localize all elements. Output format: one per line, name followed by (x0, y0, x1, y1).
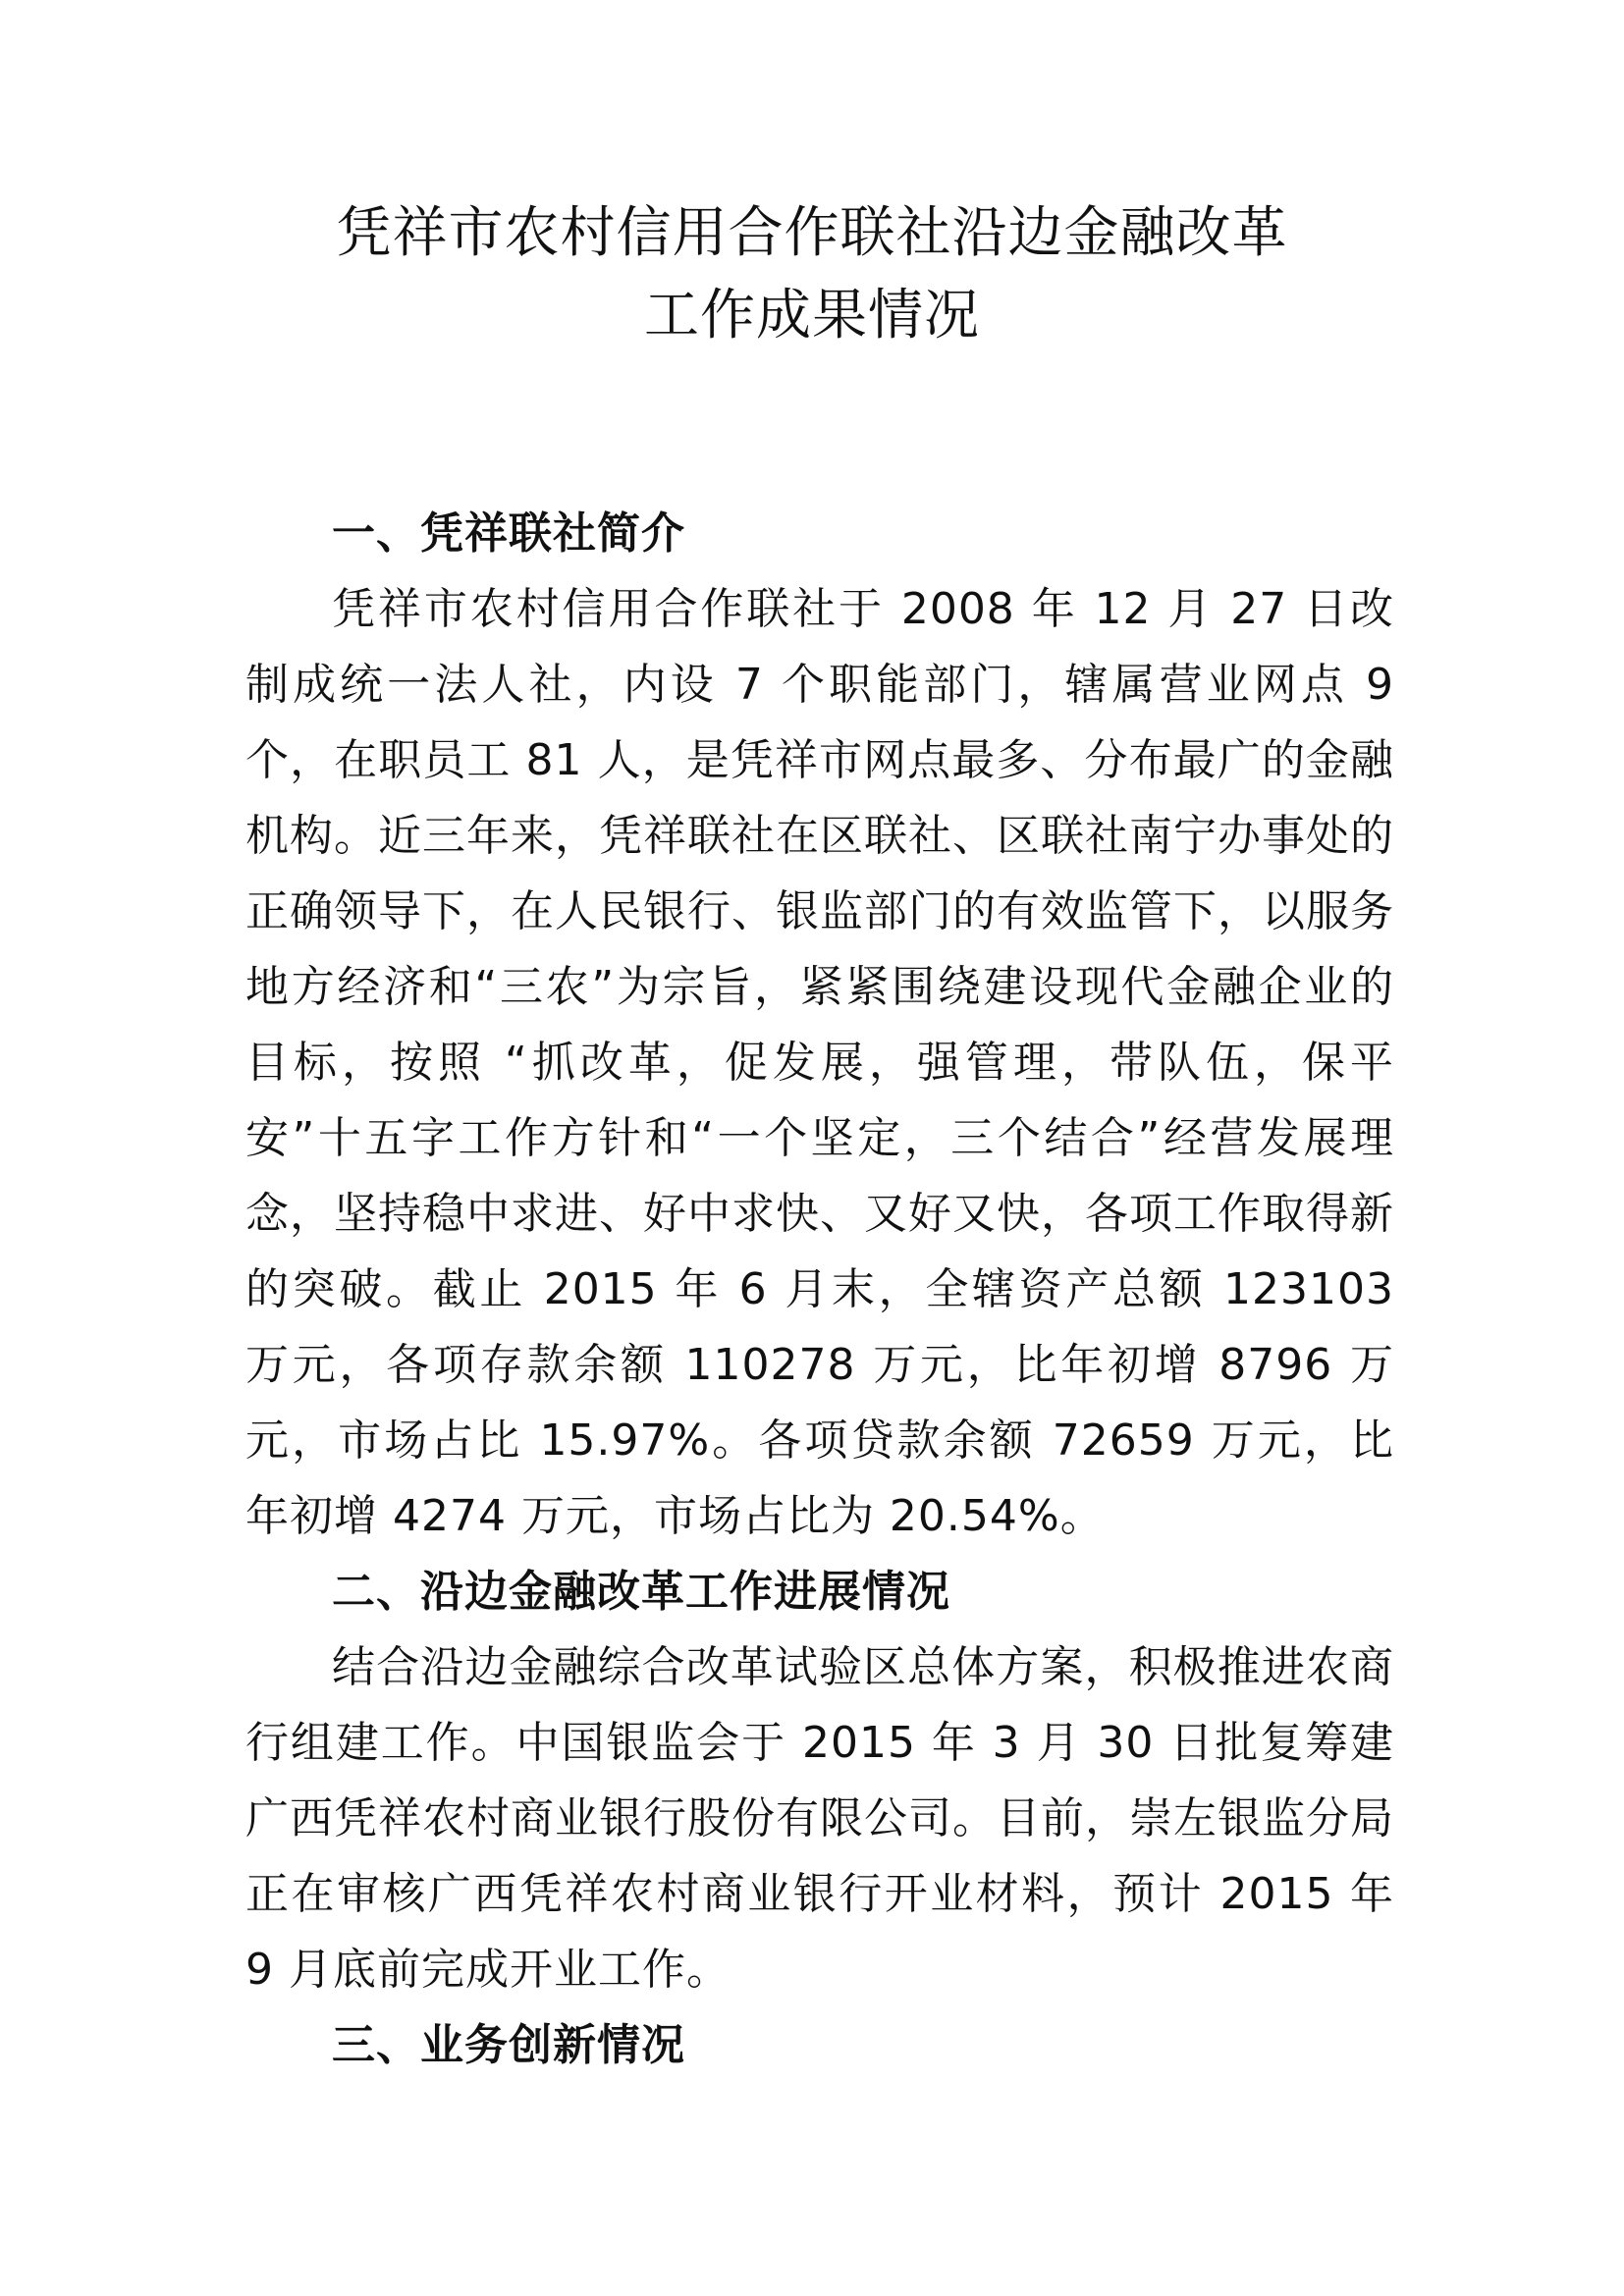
document-body (245, 496, 1394, 2083)
section-paragraph-1: 凭祥市农村信用合作联社于 2008 年 12 月 27 日改制成统一法人社，内设 7 个职能部门，辖属营业网点 9 个，在职员工 81 人，是凭祥市网点最多、分布最广的金融机构。近三年来，凭祥联社在区联社、区联社南宁办事处的正确领导下，在人民银行、银监部门的有效监管下，以服务地方经济和“三农”为宗旨，紧紧围绕建设现代金融企业的目标，按照 “抓改革，促发展，强管理，带队伍，保平安”十五字工作方针和“一个坚定，三个结合”经营发展理念，坚持稳中求进、好中求快、又好又快，各项工作取得新的突破。截止 2015 年 6 月末，全辖资产总额 123103 万元，各项存款余额 110278 万元，比年初增 8796 万元，市场占比 15.97%。各项贷款余额 72659 万元，比年初增 4274 万元，市场占比为 20.54%。 (245, 584, 1394, 1541)
document-title (0, 192, 1624, 357)
title-line-2: 工作成果情况 (644, 284, 980, 347)
section-paragraph-2: 结合沿边金融综合改革试验区总体方案，积极推进农商行组建工作。中国银监会于 2015 年 3 月 30 日批复筹建广西凭祥农村商业银行股份有限公司。目前，崇左银监分局正在审核广西凭祥农村商业银行开业材料，预计 2015 年 9 月底前完成开业工作。 (245, 1642, 1394, 1995)
section-heading-2: 二、沿边金融改革工作进展情况 (332, 1567, 950, 1617)
title-line-1: 凭祥市农村信用合作联社沿边金融改革 (336, 201, 1288, 265)
section-heading-1: 一、凭祥联社简介 (332, 508, 685, 559)
section-heading-3: 三、业务创新情况 (332, 2020, 685, 2070)
